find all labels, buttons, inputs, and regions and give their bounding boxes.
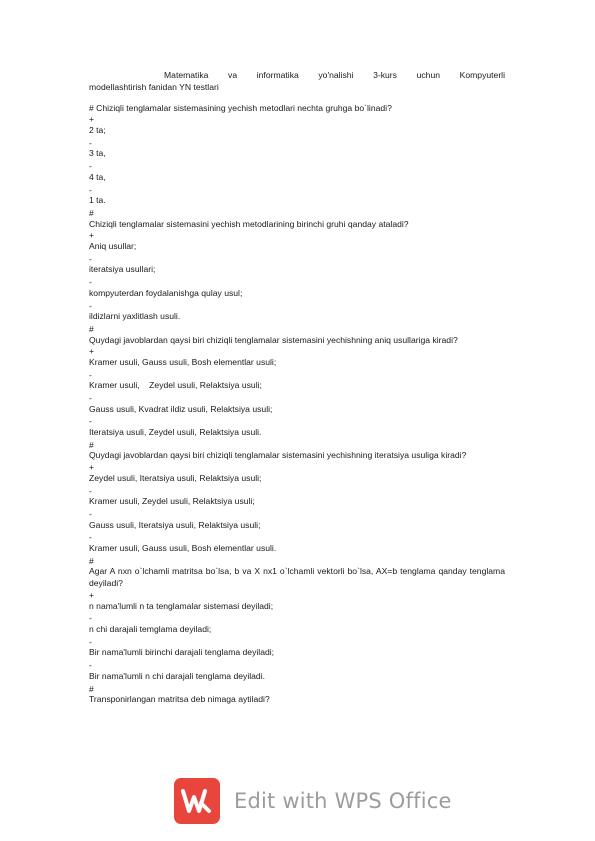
answer-marker: # (89, 323, 94, 334)
answer-option: Aniq usullar; (89, 240, 137, 251)
wps-watermark-text: Edit with WPS Office (234, 789, 452, 813)
question-text: Chiziqli tenglamalar sistemasini yechish metodlarining birinchi gruhi qanday ataladi? (89, 218, 409, 229)
answer-option: n chi darajali temglama deyiladi; (89, 623, 212, 634)
answer-marker: # (89, 683, 94, 694)
answer-marker: - (89, 416, 92, 427)
answer-marker: - (89, 137, 92, 148)
question-text: Quydagi javoblardan qaysi biri chiziqli tenglamalar sistemasini yechishning aniq usullariga kiradi? (89, 334, 458, 345)
answer-option: n nama'lumli n ta tenglamalar sistemasi deyiladi; (89, 600, 274, 611)
answer-marker: - (89, 184, 92, 195)
answer-option: 3 ta, (89, 148, 106, 159)
answer-option: Iteratsiya usuli, Zeydel usuli, Relaktsiya usuli. (89, 427, 262, 438)
answer-option: Bir nama'lumli birinchi darajali tenglama deyiladi; (89, 647, 275, 658)
answer-marker: - (89, 161, 92, 172)
answer-marker: - (89, 613, 92, 624)
answer-marker: + (89, 462, 95, 473)
title-line-2: modellashtirish fanidan YN testlari (89, 81, 219, 92)
answer-option: Gauss usuli, Kvadrat ildiz usuli, Relaktsiya usuli; (89, 403, 273, 414)
answer-option: Kramer usuli, Zeydel usuli, Relaktsiya usuli; (89, 496, 255, 507)
answer-marker: - (89, 393, 92, 404)
answer-marker: - (89, 485, 92, 496)
answer-option: ildizlarni yaxlitlash usuli. (89, 311, 181, 322)
answer-marker: - (89, 253, 92, 264)
answer-option: Kramer usuli, Gauss usuli, Bosh elementlar usuli; (89, 356, 277, 367)
answer-option: 4 ta, (89, 171, 106, 182)
answer-marker: + (89, 590, 95, 600)
answer-marker: # (89, 439, 94, 450)
answer-marker: - (89, 369, 92, 380)
answer-marker: - (89, 532, 92, 543)
answer-option: Kramer usuli, Zeydel usuli, Relaktsiya usuli; (89, 380, 262, 391)
document-body (89, 70, 505, 706)
question-text: Quydagi javoblardan qaysi biri chiziqli tenglamalar sistemasini yechishning iteratsiya usuliga kiradi? (89, 450, 467, 461)
document-title (89, 70, 505, 94)
answer-marker: - (89, 509, 92, 520)
answer-marker: + (89, 114, 95, 125)
answer-option: Gauss usuli, Iteratsiya usuli, Relaktsiya usuli; (89, 519, 261, 530)
answer-option: Bir nama'lumli n chi darajali tenglama deyiladi. (89, 670, 265, 681)
answer-option: 1 ta. (89, 195, 106, 206)
answer-option: Zeydel usuli, Iteratsiya usuli, Relaktsiya usuli; (89, 472, 262, 483)
question-text: Transponirlangan matritsa deb nimaga aytiladi? (89, 694, 270, 705)
wps-office-logo-icon (174, 778, 220, 824)
answer-marker: - (89, 277, 92, 288)
answer-marker: - (89, 636, 92, 647)
test-items (89, 103, 505, 706)
answer-option: Kramer usuli, Gauss usuli, Bosh elementlar usuli. (89, 543, 277, 554)
answer-marker: # (89, 207, 94, 218)
wps-watermark[interactable] (174, 778, 452, 824)
answer-marker: - (89, 660, 92, 671)
question-text: # Chiziqli tenglamalar sistemasining yechish metodlari nechta gruhga bo`linadi? (89, 102, 392, 113)
answer-option: 2 ta; (89, 124, 106, 135)
title-line-1: Matematika va informatika yo'nalishi 3-kurs uchun Kompyuterli (164, 70, 505, 80)
answer-option: kompyuterdan foydalanishga qulay usul; (89, 287, 243, 298)
answer-marker: + (89, 346, 95, 357)
answer-marker: - (89, 300, 92, 311)
answer-option: iteratsiya usullari; (89, 264, 156, 275)
answer-marker: + (89, 230, 95, 241)
answer-marker: # (89, 555, 94, 566)
question-text: Agar A nxn o`lchamli matritsa bo`lsa, b va X nx1 o`lchamli vektorli bo`lsa, AX=b tenglama qanday tenglama deyiladi? (89, 566, 505, 589)
